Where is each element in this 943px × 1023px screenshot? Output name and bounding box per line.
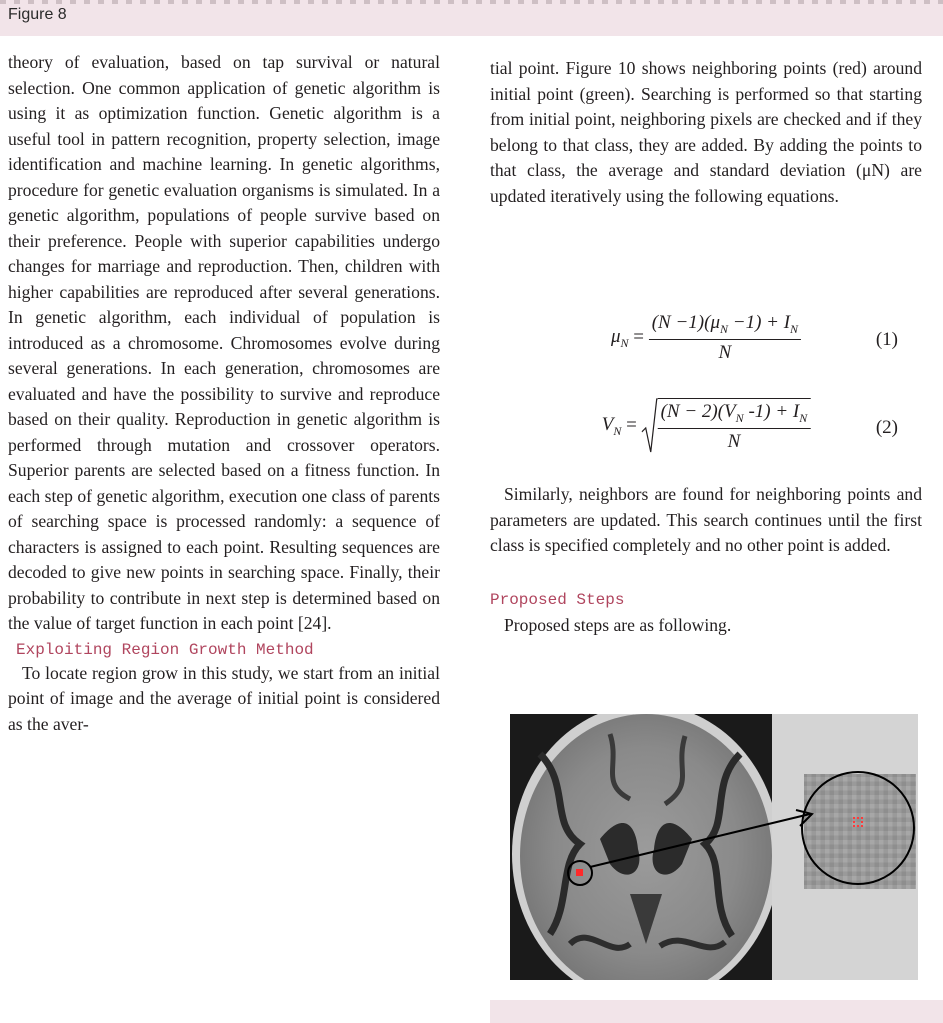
figure-caption-banner xyxy=(0,0,943,36)
equation-1-body: $\mu_N$ = $\frac{(N -1)(\mu_N -1) + I_N}{N}$ xyxy=(611,312,801,364)
figure-caption-bar xyxy=(490,1000,943,1023)
equation-2-body: $V_N$ = $\frac{(N - 2)(V_N -1) + I_N}{N}$ xyxy=(602,398,811,454)
paragraph-neighboring-points: tial point. Figure 10 shows neighboring points (red) around initial point (green). Searching is performed so that starting from initial point, neighboring pixels are checked and if they belong to that class, they are added. By adding the points to that class, the average and standard deviation (μN) are updated iteratively using the following equations. xyxy=(490,58,922,206)
equation-2-number: (2) xyxy=(875,417,898,438)
section-heading-region-growth: Exploiting Region Growth Method xyxy=(16,640,314,659)
right-column-lower xyxy=(490,482,922,638)
paragraph-proposed-steps: Proposed steps are as following. xyxy=(504,614,732,635)
sqrt-sign-icon xyxy=(642,398,658,454)
equation-1-fraction: $\frac{(N -1)(\mu_N -1) + I_N}{N}$ xyxy=(649,312,801,364)
equation-1 xyxy=(490,312,922,368)
equation-2 xyxy=(490,398,922,458)
equation-2-fraction: $\frac{(N - 2)(V_N -1) + I_N}{N}$ xyxy=(658,401,811,453)
figure-label: Figure 8 xyxy=(8,6,67,23)
paragraph-neighbor-search: Similarly, neighbors are found for neighboring points and parameters are updated. This search continues until the first class is specified completely and no other point is added. xyxy=(490,484,922,555)
paragraph-genetic-algorithm: theory of evaluation, based on tap survival or natural selection. One common application of genetic algorithm is using it as optimization function. Genetic algorithm is a useful tool in pattern recognition, property selection, image identification and machine learning. In genetic algorithms, procedure for genetic evaluation organisms is simulated. In a genetic algorithm, populations of people survive based on their preference. People with superior capabilities undergo changes for marriage and reproduction. Then, children with higher capabilities are reproduced after several generations. In genetic algorithm, each individual of population is introduced as a chromosome. Chromosomes evolve during several generations. In each generation, chromosomes are evaluated and have the possibility to survive and reproduce based on their quality. Reproduction in genetic algorithm is performed through mutation and crossover operators. Superior parents are selected based on a fitness function. In each step of genetic algorithm, execution one class of parents of searching space is processed randomly: a sequence of characters is assigned to each point. Resulting sequences are decoded to give new points in searching space. Finally, their probability to contribute in next step is determined based on the value of target function in each point [24]. xyxy=(8,52,440,633)
figure-brain-mri xyxy=(510,714,918,980)
equation-2-sqrt xyxy=(642,398,811,454)
clipped-caption-text xyxy=(0,0,943,4)
section-heading-proposed-steps: Proposed Steps xyxy=(490,590,625,609)
brain-mri-image xyxy=(510,714,918,980)
paragraph-region-growth: To locate region grow in this study, we start from an initial point of image and the average of initial point is considered as the aver- xyxy=(8,662,440,734)
left-column xyxy=(8,50,440,737)
equation-1-number: (1) xyxy=(875,329,898,350)
right-column xyxy=(490,56,922,209)
